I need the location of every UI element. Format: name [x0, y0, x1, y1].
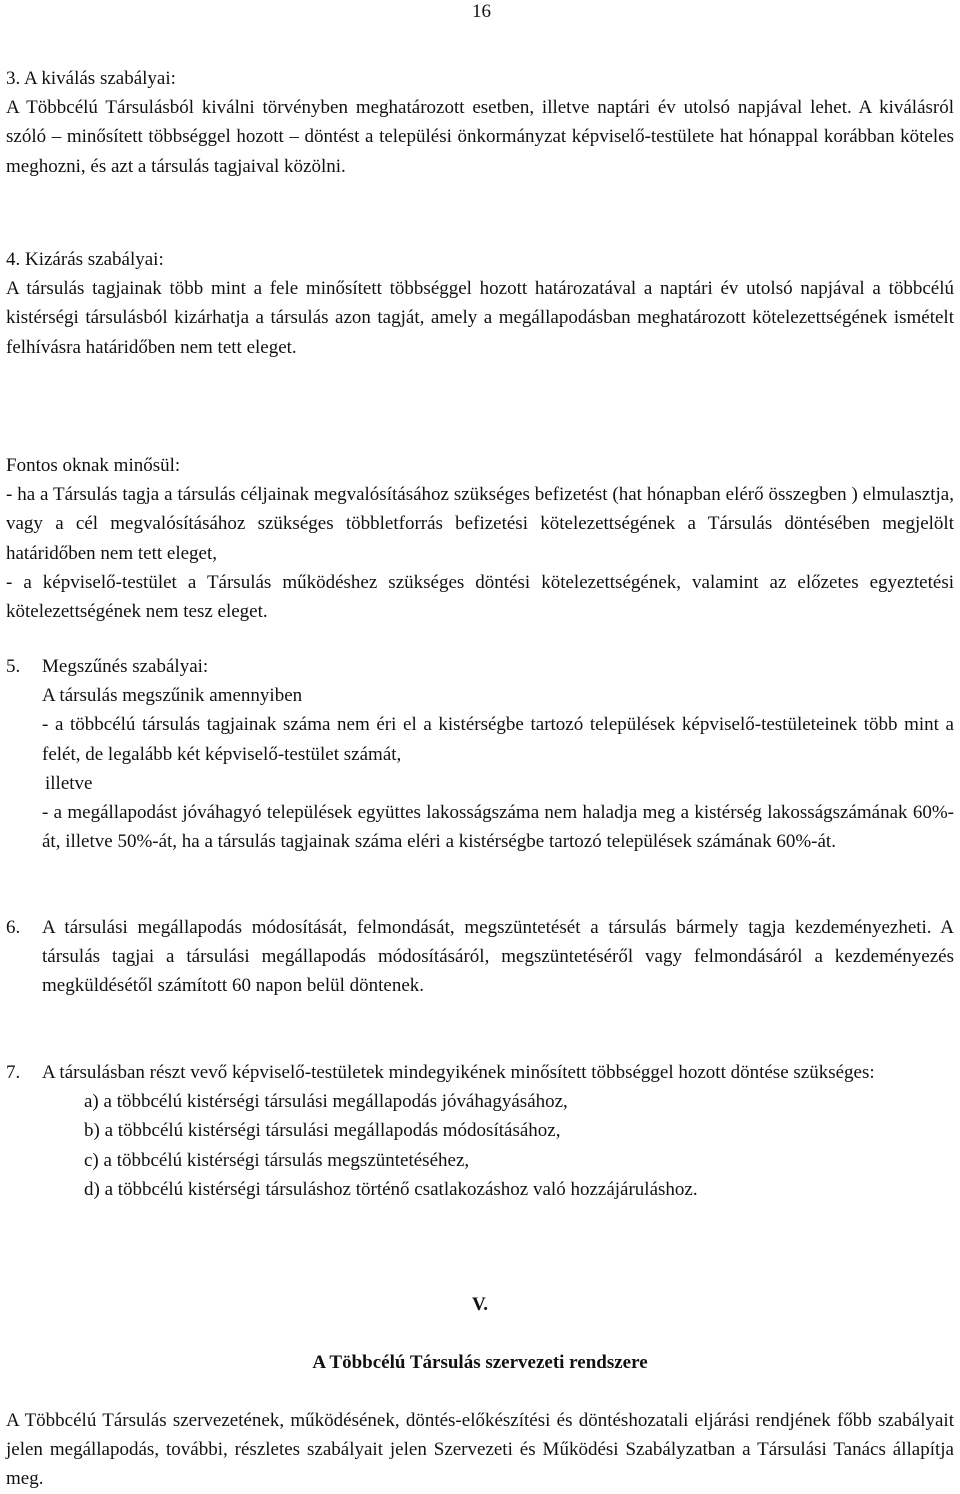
important-reasons	[6, 451, 954, 626]
section-3-text: A Többcélú Társulásból kiválni törvényben meghatározott esetben, illetve naptári év utolsó napjával lehet. A kiválásról szóló – minősített többséggel hozott – döntést a települési önkormányzat képviselő-testülete hat hónappal korábban köteles meghozni, és azt a társulás tagjaival közölni.	[6, 97, 954, 177]
list-item: a) a többcélú kistérségi társulási megállapodás jóváhagyásához,	[84, 1091, 568, 1113]
list-item: c) a többcélú kistérségi társulás megszüntetéséhez,	[84, 1149, 470, 1171]
chapter-numeral: V.	[471, 1294, 489, 1315]
section-5-number: 5.	[6, 656, 21, 677]
section-6	[6, 913, 954, 1001]
section-5-heading: Megszűnés szabályai:	[42, 656, 209, 677]
list-item: b) a többcélú kistérségi társulási megállapodás módosításához,	[84, 1120, 561, 1142]
section-5-intro: A társulás megszűnik amennyiben	[42, 685, 303, 707]
section-4-text: A társulás tagjainak több mint a fele minősített többséggel hozott határozatával a naptári év utolsó napjával a többcélú kistérségi társulásból kizárhatja a társulás azon tagját, amely a megállapodásban meghatározott kötelezettségének ismételt felhívásra határidőben nem tett eleget.	[6, 278, 954, 358]
section-6-number: 6.	[6, 917, 21, 938]
page-number: 16	[472, 1, 491, 22]
section-7-text: A társulásban részt vevő képviselő-testületek mindegyikének minősített többséggel hozott döntése szükséges:	[42, 1062, 875, 1083]
chapter-text: A Többcélú Társulás szervezetének, működésének, döntés-előkészítési és döntéshozatali eljárási rendjének főbb szabályait jelen megállapodás, további, részletes szabályait jelen Szervezeti és Működési Szabályzatban a Társulási Tanács állapítja meg.	[6, 1410, 954, 1490]
chapter-body	[6, 1406, 954, 1494]
important-reasons-heading: Fontos oknak minősül:	[6, 455, 181, 476]
chapter-title: A Többcélú Társulás szervezeti rendszere	[312, 1352, 648, 1373]
list-item: d) a többcélú kistérségi társuláshoz történő csatlakozáshoz való hozzájáruláshoz.	[84, 1178, 698, 1200]
section-5	[6, 652, 954, 856]
section-5-heading-row	[6, 652, 954, 681]
section-5-item: - a megállapodást jóváhagyó települések együttes lakosságszáma nem haladja meg a kistérség lakosságszámának 60%-át, illetve 50%-át, ha a társulás tagjainak száma eléri a kistérségbe tartozó települések számának 60%-át.	[42, 802, 954, 853]
section-6-text: A társulási megállapodás módosítását, felmondását, megszüntetését a társulás bármely tagja kezdeményezheti. A társulás tagjai a társulási megállapodás módosításáról, megszüntetéséről vagy felmondásáról a kezdeményezés megküldésétől számított 60 napon belül döntenek.	[42, 917, 954, 997]
section-7-list	[6, 1087, 954, 1204]
section-5-item: - a többcélú társulás tagjainak száma nem éri el a kistérségbe tartozó települések képviselő-testületeinek több mint a felét, de legalább két képviselő-testület számát,	[42, 714, 954, 765]
section-3-heading: 3. A kiválás szabályai:	[6, 68, 176, 89]
section-5-illetve: illetve	[45, 772, 93, 794]
important-reason-item: - ha a Társulás tagja a társulás céljainak megvalósításához szükséges befizetést (hat hónapban elérő összegben ) elmulasztja, vagy a cél megvalósításához szükséges többletforrás befizetési kötelezettségének a Társulás döntésében megjelölt határidőben nem tett eleget,	[6, 484, 954, 564]
section-7-number: 7.	[6, 1062, 21, 1083]
section-7-row	[6, 1058, 954, 1087]
section-6-row	[6, 913, 954, 1001]
section-7	[6, 1058, 954, 1204]
section-4	[6, 245, 954, 362]
section-3	[6, 64, 954, 181]
section-4-heading: 4. Kizárás szabályai:	[6, 249, 164, 270]
important-reason-item: - a képviselő-testület a Társulás működéshez szükséges döntési kötelezettségének, valamint az előzetes egyeztetési kötelezettségének nem tesz eleget.	[6, 571, 954, 623]
